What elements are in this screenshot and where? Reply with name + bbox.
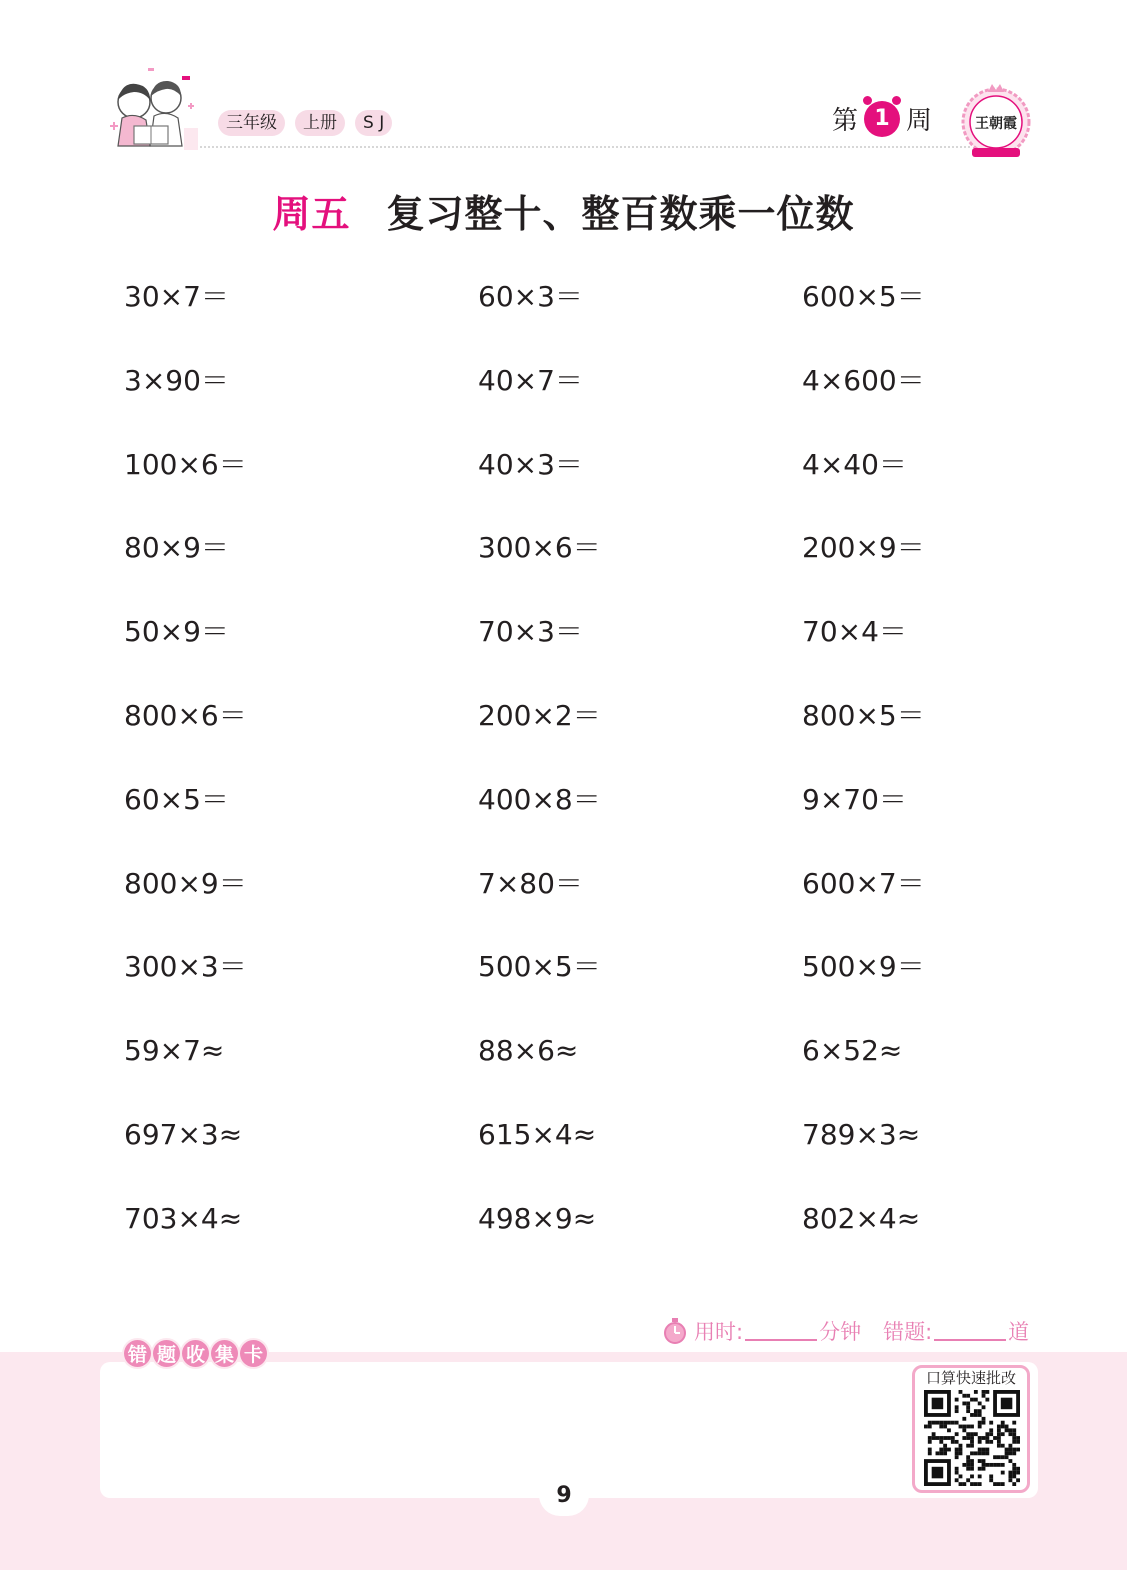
problem-item: 500×9＝ (802, 950, 925, 984)
problem-item: 200×9＝ (802, 531, 925, 565)
problem-item: 300×6＝ (478, 531, 601, 565)
page-header (0, 0, 1127, 165)
problem-item: 9×70＝ (802, 782, 907, 816)
problem-item: 80×9＝ (124, 531, 229, 565)
week-number-alarm-icon (864, 101, 900, 137)
card-tag-char: 集 (211, 1340, 238, 1367)
problem-item: 30×7＝ (124, 280, 229, 313)
problem-item: 88×6≈ (478, 1034, 579, 1068)
errors-blank[interactable] (934, 1321, 1006, 1341)
problem-item: 40×7＝ (478, 363, 583, 397)
problem-item: 70×4＝ (802, 615, 907, 649)
problem-item: 70×3＝ (478, 615, 583, 649)
problem-item: 100×6＝ (124, 447, 247, 481)
badge-text: 王朝霞 (975, 116, 1017, 132)
page-title (0, 183, 1127, 238)
problem-item: 498×9≈ (478, 1201, 597, 1235)
problem-item: 300×3＝ (124, 950, 247, 984)
week-suffix: 周 (906, 106, 933, 136)
week-indicator (832, 100, 932, 137)
week-prefix: 第 (832, 106, 859, 136)
errors-unit: 道 (1008, 1320, 1030, 1344)
qr-panel (912, 1365, 1030, 1493)
problem-item: 600×5＝ (802, 280, 925, 313)
problem-item: 4×600＝ (802, 363, 925, 397)
timer-line (662, 1316, 1029, 1346)
volume-pill: 上册 (295, 110, 345, 136)
problem-item: 789×3≈ (802, 1118, 921, 1151)
qr-label: 口算快速批改 (925, 1369, 1016, 1387)
stopwatch-icon (662, 1317, 688, 1345)
problem-item: 802×4≈ (802, 1201, 921, 1235)
page-number: 9 (539, 1474, 589, 1516)
card-tag (124, 1340, 267, 1372)
problem-item: 800×5＝ (802, 699, 925, 732)
problem-item: 800×6＝ (124, 699, 247, 732)
problem-item: 6×52≈ (802, 1034, 903, 1068)
qr-code-icon[interactable] (924, 1390, 1020, 1486)
title-day: 周五 (272, 192, 351, 236)
problem-item: 60×3＝ (478, 280, 583, 313)
problem-item: 40×3＝ (478, 447, 583, 481)
week-number: 1 (874, 106, 890, 131)
title-topic: 复习整十、整百数乘一位数 (386, 192, 855, 236)
time-unit: 分钟 (819, 1320, 862, 1344)
card-tag-char: 错 (124, 1340, 151, 1367)
header-divider (200, 146, 970, 148)
card-tag-char: 题 (153, 1340, 180, 1367)
card-tag-char: 收 (182, 1340, 209, 1367)
problem-item: 400×8＝ (478, 782, 601, 816)
grade-info (218, 110, 392, 136)
kids-reading-icon (104, 66, 208, 158)
grade-pill: 三年级 (218, 110, 285, 136)
time-blank[interactable] (745, 1321, 817, 1341)
problem-item: 697×3≈ (124, 1118, 243, 1151)
problem-item: 703×4≈ (124, 1201, 243, 1235)
problem-item: 600×7＝ (802, 866, 925, 900)
problem-item: 3×90＝ (124, 363, 229, 397)
brand-badge-icon (958, 78, 1034, 162)
problem-item: 7×80＝ (478, 866, 583, 900)
problem-item: 615×4≈ (478, 1118, 597, 1151)
problem-item: 50×9＝ (124, 615, 229, 649)
edition-pill: S J (355, 110, 392, 136)
problem-item: 200×2＝ (478, 699, 601, 732)
problem-item: 4×40＝ (802, 447, 907, 481)
problem-item: 800×9＝ (124, 866, 247, 900)
problem-item: 59×7≈ (124, 1034, 225, 1068)
card-tag-char: 卡 (240, 1340, 267, 1367)
time-label: 用时: (694, 1320, 744, 1344)
errors-label: 错题: (883, 1320, 933, 1344)
problem-item: 500×5＝ (478, 950, 601, 984)
problem-item: 60×5＝ (124, 782, 229, 816)
